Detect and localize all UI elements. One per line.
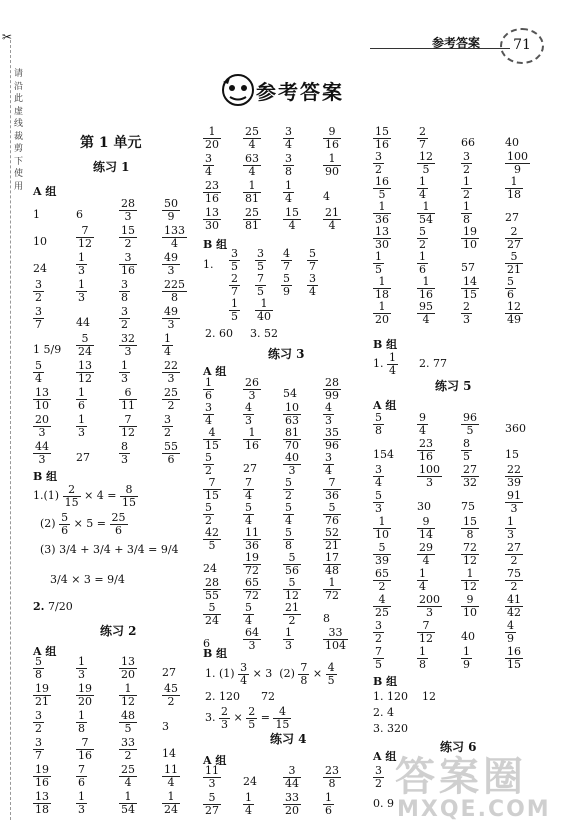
answer-cell: $\frac{19}{16}$ [35, 763, 49, 789]
answer-cell: $\frac{1}{18}$ [507, 175, 521, 201]
answer-cell: $\frac{29}{4}$ [419, 541, 433, 567]
b3-line-2: 3/4 × 3 = 9/4 [50, 573, 125, 586]
answer-cell: $\frac{5}{56}$ [285, 551, 299, 577]
answer-cell: $\frac{1}{90}$ [325, 152, 339, 178]
exercise-5-heading: 练习 5 [435, 379, 472, 393]
answer-cell: $\frac{25}{2}$ [164, 386, 178, 412]
answer-cell: $\frac{19}{10}$ [463, 225, 477, 251]
answer-cell: $\frac{8}{3}$ [121, 440, 128, 466]
exercise-4-heading: 练习 4 [270, 732, 307, 746]
answer-cell: $\frac{1}{3}$ [121, 359, 128, 385]
answer-cell: $\frac{48}{5}$ [121, 709, 135, 735]
answer-cell: $\frac{17}{48}$ [325, 551, 339, 577]
answer-cell: $\frac{41}{42}$ [507, 593, 521, 619]
answer-cell: 24 [243, 775, 257, 788]
answer-cell: 10 [33, 235, 47, 248]
answer-cell: $\frac{3}{2}$ [35, 278, 42, 304]
answer-cell: $\frac{1}{18}$ [375, 275, 389, 301]
answer-cell: $\frac{13}{12}$ [78, 359, 92, 385]
answer-cell: $\frac{2}{7}$ [231, 272, 238, 298]
answer-cell: $\frac{28}{99}$ [325, 376, 339, 402]
answer-cell: $\frac{7}{12}$ [121, 413, 135, 439]
answer-cell: $\frac{15}{2}$ [121, 224, 135, 250]
answer-cell: 30 [417, 500, 431, 513]
answer-cell: $\frac{49}{3}$ [164, 305, 178, 331]
answer-cell: $\frac{44}{3}$ [35, 440, 49, 466]
answer-cell: $\frac{15}{16}$ [375, 125, 389, 151]
answer-cell: $\frac{5}{8}$ [285, 526, 292, 552]
answer-cell: $\frac{3}{4}$ [205, 401, 212, 427]
answer-cell: $\frac{21}{2}$ [285, 601, 299, 627]
answer-cell: $\frac{45}{2}$ [164, 682, 178, 708]
col3-last-frac: $\frac{3}{2}$ [375, 764, 382, 790]
answer-cell: $\frac{4}{25}$ [375, 593, 389, 619]
col2-b3: 3. 52 [250, 327, 278, 340]
answer-cell: $\frac{35}{96}$ [325, 426, 339, 452]
answer-cell: $\frac{7}{4}$ [245, 476, 252, 502]
col2-b2-line: 2. 120 72 [205, 690, 275, 703]
answer-cell: $\frac{1}{5}$ [375, 250, 382, 276]
answer-cell: $\frac{95}{4}$ [419, 300, 433, 326]
col3-group-a-label: A 组 [373, 399, 397, 412]
answer-cell: $\frac{11}{3}$ [205, 764, 219, 790]
answer-cell: $\frac{1}{20}$ [205, 125, 219, 151]
page-number-badge [500, 28, 544, 64]
answer-cell: $\frac{40}{3}$ [285, 451, 299, 477]
col3-b3-line: 3. 320 [373, 722, 408, 735]
answer-cell: $\frac{3}{7}$ [35, 305, 42, 331]
answer-cell: $\frac{21}{4}$ [325, 206, 339, 232]
answer-cell: 44 [76, 316, 90, 329]
answer-cell: $\frac{65}{2}$ [375, 567, 389, 593]
answer-cell: $\frac{3}{2}$ [164, 413, 171, 439]
answer-cell: $\frac{3}{2}$ [375, 150, 382, 176]
answer-cell: $\frac{12}{5}$ [419, 150, 433, 176]
answer-cell: $\frac{27}{32}$ [463, 463, 477, 489]
answer-cell: $\frac{1}{5}$ [231, 297, 238, 323]
answer-cell: $\frac{5}{39}$ [375, 541, 389, 567]
b2-line: (2) $\frac{5}{6}$ × 5 = $\frac{25}{6}$ [40, 511, 126, 537]
answer-cell: $\frac{13}{30}$ [375, 225, 389, 251]
answer-cell: $\frac{5}{24}$ [78, 332, 92, 358]
page-header [0, 0, 573, 60]
col2-group-b2-label: B 组 [203, 647, 228, 660]
unit-heading: 第 1 单元 [80, 135, 142, 151]
col3-group-b-label: B 组 [373, 338, 398, 351]
answer-cell: $\frac{1}{4}$ [245, 791, 252, 817]
answer-cell: $\frac{1}{24}$ [164, 790, 178, 816]
answer-cell: $\frac{23}{16}$ [205, 179, 219, 205]
answer-cell: $\frac{3}{4}$ [325, 451, 332, 477]
answer-cell: $\frac{9}{4}$ [419, 411, 426, 437]
answer-cell: $\frac{27}{2}$ [507, 541, 521, 567]
answer-cell: $\frac{5}{12}$ [285, 576, 299, 602]
answer-cell: $\frac{2}{7}$ [419, 125, 426, 151]
answer-cell: $\frac{5}{76}$ [325, 501, 339, 527]
answer-cell: 66 [461, 136, 475, 149]
answer-cell: $\frac{11}{4}$ [164, 763, 178, 789]
answer-cell: 14 [162, 747, 176, 760]
answer-cell: 6 [76, 208, 83, 221]
answer-cell: $\frac{5}{27}$ [205, 791, 219, 817]
answer-cell: $\frac{5}{3}$ [375, 489, 382, 515]
answer-cell: 75 [461, 500, 475, 513]
answer-cell: $\frac{3}{2}$ [463, 150, 470, 176]
answer-cell: $\frac{3}{8}$ [121, 278, 128, 304]
col3-b2-line: 2. 4 [373, 706, 394, 719]
col3-b1-line: 1. $\frac{1}{4}$ 2. 77 [373, 351, 447, 377]
answer-cell: $\frac{1}{8}$ [78, 709, 85, 735]
col3-last-val: 0. 9 [373, 797, 394, 810]
cut-line [10, 40, 11, 820]
answer-cell: 1 5/9 [33, 343, 62, 356]
answer-cell: 1 [33, 208, 40, 221]
exercise-2-heading: 练习 2 [100, 624, 137, 638]
answer-cell: 27 [76, 451, 90, 464]
answer-cell: $\frac{50}{9}$ [164, 197, 178, 223]
answer-cell: $\frac{4}{7}$ [283, 247, 290, 273]
answer-cell: $\frac{33}{2}$ [121, 736, 135, 762]
header-title: 参考答案 [432, 36, 481, 50]
answer-cell: $\frac{2}{3}$ [463, 300, 470, 326]
answer-cell: $\frac{13}{30}$ [205, 206, 219, 232]
answer-cell: $\frac{200}{3}$ [419, 593, 440, 619]
answer-cell: $\frac{96}{5}$ [463, 411, 477, 437]
answer-cell: $\frac{9}{14}$ [419, 515, 433, 541]
answer-cell: $\frac{5}{4}$ [35, 359, 42, 385]
group-b-label: B 组 [33, 470, 58, 483]
answer-cell: $\frac{15}{4}$ [285, 206, 299, 232]
answer-cell: $\frac{3}{2}$ [121, 305, 128, 331]
answer-cell: 54 [283, 387, 297, 400]
watermark [395, 745, 573, 827]
answer-cell: $\frac{3}{5}$ [257, 247, 264, 273]
answer-cell: $\frac{4}{15}$ [205, 426, 219, 452]
answer-cell: $\frac{19}{21}$ [35, 682, 49, 708]
answer-cell: $\frac{15}{8}$ [463, 515, 477, 541]
answer-cell: $\frac{7}{12}$ [419, 619, 433, 645]
answer-cell: $\frac{7}{15}$ [205, 476, 219, 502]
group-a2-label: A 组 [33, 645, 57, 658]
answer-cell: 40 [505, 136, 519, 149]
answer-cell: $\frac{1}{12}$ [121, 682, 135, 708]
banner-mascot-icon [218, 70, 258, 110]
col3-group-b2-label: B 组 [373, 675, 398, 688]
answer-cell: $\frac{33}{20}$ [285, 791, 299, 817]
answer-cell: 1. [203, 258, 214, 271]
answer-cell: $\frac{5}{24}$ [205, 601, 219, 627]
answer-cell: $\frac{1}{81}$ [245, 179, 259, 205]
answer-cell: $\frac{42}{5}$ [205, 526, 219, 552]
answer-cell: $\frac{5}{4}$ [245, 601, 252, 627]
answer-cell: $\frac{1}{3}$ [78, 790, 85, 816]
answer-cell: $\frac{1}{6}$ [325, 791, 332, 817]
answer-cell: $\frac{23}{8}$ [325, 764, 339, 790]
answer-cell: $\frac{3}{2}$ [35, 709, 42, 735]
answer-cell: $\frac{5}{7}$ [309, 247, 316, 273]
answer-cell: 27 [243, 462, 257, 475]
watermark-logo: 答案圈 [395, 754, 527, 800]
answer-cell: 154 [373, 448, 394, 461]
answer-cell: 15 [505, 448, 519, 461]
answer-cell: $\frac{1}{54}$ [121, 790, 135, 816]
answer-cell: $\frac{75}{2}$ [507, 567, 521, 593]
answer-cell: $\frac{25}{81}$ [245, 206, 259, 232]
answer-cell: 360 [505, 422, 526, 435]
answer-cell: $\frac{5}{2}$ [285, 476, 292, 502]
answer-cell: $\frac{1}{6}$ [78, 386, 85, 412]
answer-cell: $\frac{28}{3}$ [121, 197, 135, 223]
answer-cell: $\frac{100}{3}$ [419, 463, 440, 489]
answer-cell: $\frac{81}{70}$ [285, 426, 299, 452]
answer-cell: $\frac{5}{2}$ [205, 451, 212, 477]
answer-cell: $\frac{22}{3}$ [164, 359, 178, 385]
answer-cell: $\frac{9}{10}$ [463, 593, 477, 619]
page-number: 71 [513, 37, 531, 53]
answer-cell: $\frac{5}{8}$ [375, 411, 382, 437]
group-a-label: A 组 [33, 185, 57, 198]
answer-cell: $\frac{1}{4}$ [419, 175, 426, 201]
col2-group-a4-label: A 组 [203, 754, 227, 767]
answer-cell: $\frac{1}{12}$ [463, 567, 477, 593]
col3-group-a6-label: A 组 [373, 750, 397, 763]
answer-cell: $\frac{13}{18}$ [35, 790, 49, 816]
col2-b1-line: 1. (1) $\frac{3}{4}$ × 3 (2) $\frac{7}{8}$ × $\frac{4}{5}$ [205, 661, 335, 687]
answer-cell: $\frac{5}{4}$ [245, 501, 252, 527]
answer-cell: $\frac{10}{63}$ [285, 401, 299, 427]
answer-cell: $\frac{1}{4}$ [419, 567, 426, 593]
answer-cell: $\frac{52}{21}$ [325, 526, 339, 552]
answer-cell: 8 [323, 612, 330, 625]
answer-cell: $\frac{19}{20}$ [78, 682, 92, 708]
answer-cell: $\frac{5}{2}$ [419, 225, 426, 251]
answer-cell: $\frac{1}{4}$ [285, 179, 292, 205]
answer-cell: $\frac{3}{5}$ [231, 247, 238, 273]
answer-cell: $\frac{5}{21}$ [507, 250, 521, 276]
answer-cell: $\frac{6}{11}$ [121, 386, 135, 412]
answer-cell: $\frac{16}{5}$ [375, 175, 389, 201]
answer-cell: $\frac{63}{4}$ [245, 152, 259, 178]
answer-cell: $\frac{3}{44}$ [285, 764, 299, 790]
answer-cell: $\frac{8}{5}$ [463, 437, 470, 463]
answer-cell: $\frac{65}{72}$ [245, 576, 259, 602]
answer-cell: 4 [323, 190, 330, 203]
answer-cell: $\frac{4}{9}$ [507, 619, 514, 645]
answer-cell: $\frac{4}{3}$ [245, 401, 252, 427]
answer-cell: $\frac{91}{3}$ [507, 489, 521, 515]
b3-line: (3) 3/4 + 3/4 + 3/4 = 9/4 [40, 543, 179, 556]
b1-line: 1.(1) $\frac{2}{15}$ × 4 = $\frac{8}{15}$ [33, 483, 137, 509]
answer-cell: $\frac{1}{4}$ [164, 332, 171, 358]
answer-cell: $\frac{3}{4}$ [205, 152, 212, 178]
answer-cell: $\frac{22}{39}$ [507, 463, 521, 489]
answer-cell: $\frac{1}{20}$ [375, 300, 389, 326]
answer-cell: $\frac{64}{3}$ [245, 626, 259, 652]
col2-group-b-label: B 组 [203, 238, 228, 251]
answer-cell: $\frac{2}{27}$ [507, 225, 521, 251]
answer-cell: $\frac{1}{10}$ [375, 515, 389, 541]
answer-cell: $\frac{49}{3}$ [164, 251, 178, 277]
answer-cell: $\frac{5}{2}$ [205, 501, 212, 527]
answer-cell: 27 [162, 666, 176, 679]
answer-cell: $\frac{1}{3}$ [78, 413, 85, 439]
answer-cell: $\frac{5}{6}$ [507, 275, 514, 301]
answer-cell: $\frac{3}{4}$ [285, 125, 292, 151]
answer-cell: 3 [162, 720, 169, 733]
banner-title: 参考答案 [256, 80, 344, 104]
answer-cell: $\frac{7}{12}$ [78, 224, 92, 250]
answer-cell: $\frac{32}{3}$ [121, 332, 135, 358]
answer-cell: $\frac{7}{16}$ [78, 736, 92, 762]
answer-cell: $\frac{1}{16}$ [419, 275, 433, 301]
answer-cell: $\frac{1}{36}$ [375, 200, 389, 226]
answer-cell: $\frac{7}{5}$ [375, 645, 382, 671]
answer-cell: $\frac{25}{4}$ [121, 763, 135, 789]
scissors-icon: ✂ [2, 30, 13, 44]
answer-cell: $\frac{1}{8}$ [463, 200, 470, 226]
answer-cell: $\frac{25}{4}$ [245, 125, 259, 151]
side-note: 请沿此虚线裁剪下使用 [14, 69, 24, 192]
answer-cell: $\frac{26}{3}$ [245, 376, 259, 402]
answer-cell: $\frac{3}{4}$ [309, 272, 316, 298]
col2-b2: 2. 60 [205, 327, 233, 340]
answer-cell: $\frac{5}{8}$ [35, 655, 42, 681]
answer-cell: $\frac{1}{40}$ [257, 297, 271, 323]
answer-cell: $\frac{225}{8}$ [164, 278, 185, 304]
b2-answer: 2. 7/20 [33, 600, 73, 613]
watermark-url: MXQE.COM [397, 797, 551, 822]
answer-cell: $\frac{1}{3}$ [78, 655, 85, 681]
answer-cell: $\frac{1}{3}$ [78, 251, 85, 277]
answer-cell: 57 [461, 261, 475, 274]
answer-cell: $\frac{3}{7}$ [35, 736, 42, 762]
answer-cell: 24 [33, 262, 47, 275]
answer-cell: 27 [505, 211, 519, 224]
answer-cell: $\frac{7}{5}$ [257, 272, 264, 298]
answer-cell: 40 [461, 630, 475, 643]
answer-cell: $\frac{3}{2}$ [375, 619, 382, 645]
answer-cell: $\frac{1}{54}$ [419, 200, 433, 226]
answer-cell: $\frac{133}{4}$ [164, 224, 185, 250]
answer-cell: $\frac{1}{8}$ [419, 645, 426, 671]
exercise-6-heading: 练习 6 [440, 740, 477, 754]
answer-cell: $\frac{1}{72}$ [325, 576, 339, 602]
col2-group-a-label: A 组 [203, 365, 227, 378]
answer-cell: $\frac{16}{15}$ [507, 645, 521, 671]
answer-cell: $\frac{11}{36}$ [245, 526, 259, 552]
answer-cell: $\frac{28}{55}$ [205, 576, 219, 602]
answer-cell: $\frac{7}{6}$ [78, 763, 85, 789]
answer-cell: $\frac{1}{3}$ [507, 515, 514, 541]
answer-cell: $\frac{1}{6}$ [205, 376, 212, 402]
answer-cell: $\frac{13}{20}$ [121, 655, 135, 681]
answer-cell: $\frac{13}{10}$ [35, 386, 49, 412]
answer-cell: $\frac{1}{2}$ [463, 175, 470, 201]
answer-cell: $\frac{4}{3}$ [325, 401, 332, 427]
answer-cell: $\frac{72}{12}$ [463, 541, 477, 567]
answer-cell: $\frac{23}{16}$ [419, 437, 433, 463]
answer-cell: 24 [203, 562, 217, 575]
answer-cell: $\frac{9}{16}$ [325, 125, 339, 151]
answer-cell: 6 [203, 637, 210, 650]
answer-cell: $\frac{14}{15}$ [463, 275, 477, 301]
answer-cell: $\frac{1}{16}$ [245, 426, 259, 452]
answer-cell: $\frac{3}{16}$ [121, 251, 135, 277]
answer-cell: $\frac{12}{49}$ [507, 300, 521, 326]
col2-b3-line: 3. $\frac{2}{3}$ × $\frac{2}{5}$ = $\frac{4}{15}$ [205, 705, 290, 731]
exercise-1-heading: 练习 1 [93, 160, 130, 174]
answer-cell: $\frac{1}{9}$ [463, 645, 470, 671]
answer-cell: $\frac{3}{4}$ [375, 463, 382, 489]
answer-cell: $\frac{7}{36}$ [325, 476, 339, 502]
answer-cell: $\frac{1}{3}$ [285, 626, 292, 652]
answer-cell: $\frac{20}{3}$ [35, 413, 49, 439]
answer-cell: $\frac{3}{8}$ [285, 152, 292, 178]
answer-cell: $\frac{55}{6}$ [164, 440, 178, 466]
answer-cell: $\frac{5}{4}$ [285, 501, 292, 527]
exercise-3-heading: 练习 3 [268, 347, 305, 361]
col3-b1-line2: 1. 120 12 [373, 690, 436, 703]
answer-cell: $\frac{19}{72}$ [245, 551, 259, 577]
answer-cell: $\frac{5}{9}$ [283, 272, 290, 298]
answer-cell: $\frac{100}{9}$ [507, 150, 528, 176]
answer-cell: $\frac{33}{104}$ [325, 626, 346, 652]
answer-cell: $\frac{1}{3}$ [78, 278, 85, 304]
answer-cell: $\frac{1}{6}$ [419, 250, 426, 276]
